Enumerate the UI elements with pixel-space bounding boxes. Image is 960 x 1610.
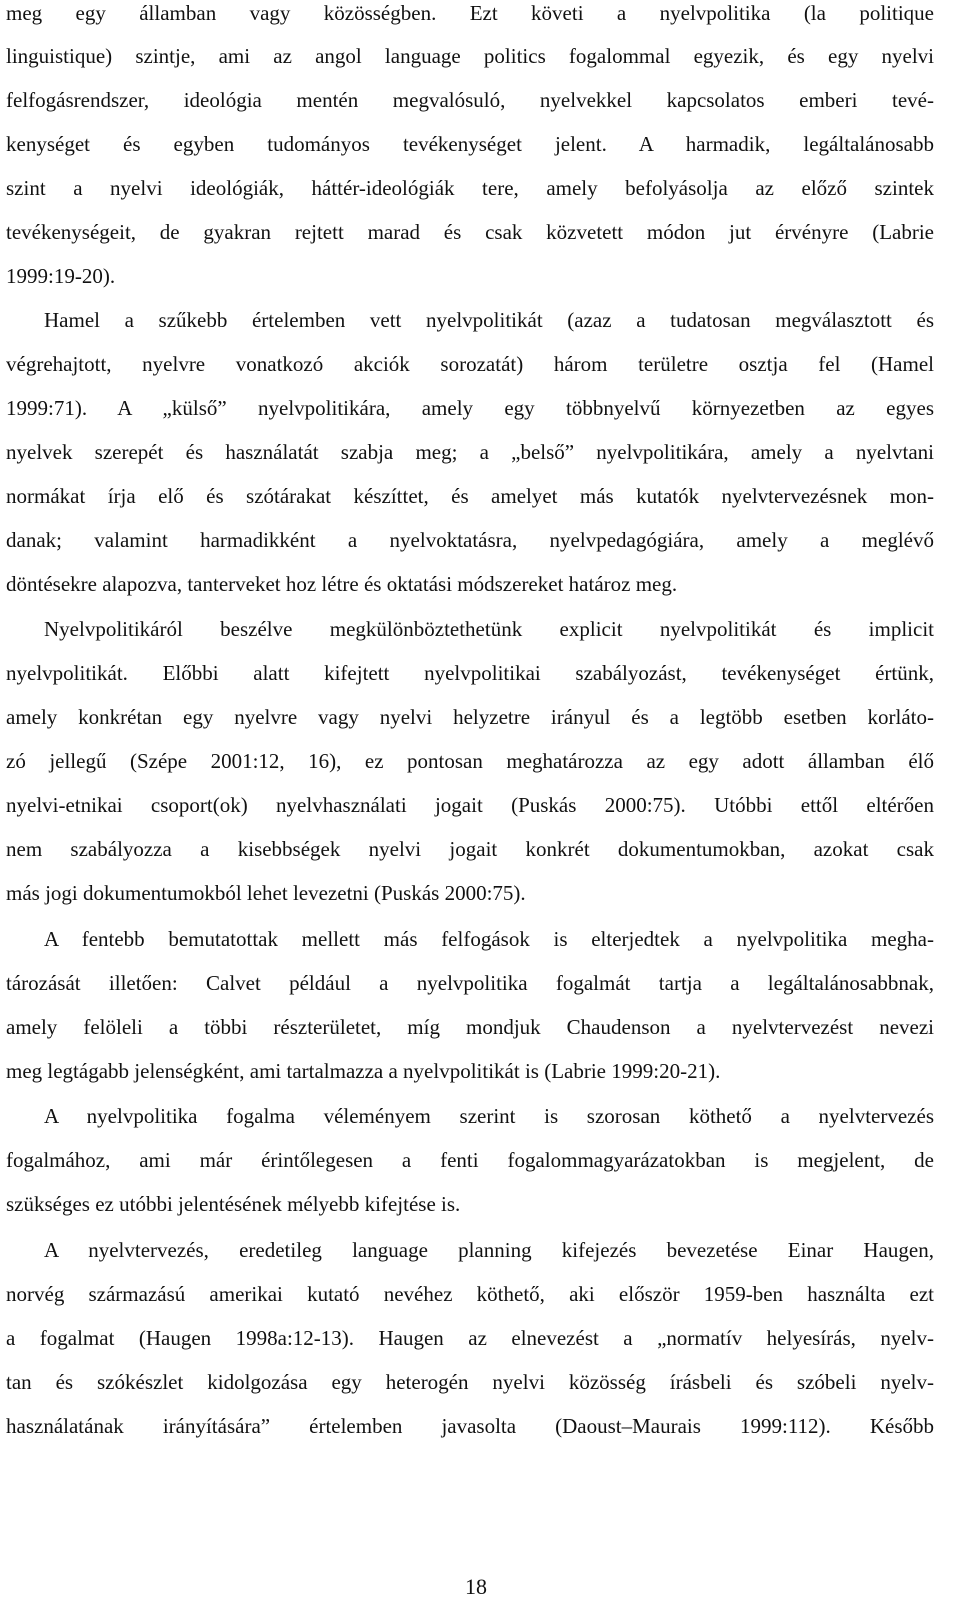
text-line: Hamel a szűkebb értelemben vett nyelvpolitikát (azaz a tudatosan megválasztott és xyxy=(44,308,934,332)
document-page xyxy=(6,0,934,1610)
text-line: amely felöleli a többi részterületet, míg mondjuk Chaudenson a nyelvtervezést nevezi xyxy=(6,1015,934,1039)
text-line: danak; valamint harmadikként a nyelvoktatásra, nyelvpedagógiára, amely a meglévő xyxy=(6,528,934,552)
text-line: tan és szókészlet kidolgozása egy heterogén nyelvi közösség írásbeli és szóbeli nyelv- xyxy=(6,1370,934,1394)
text-line: linguistique) szintje, ami az angol language politics fogalommal egyezik, és egy nyelvi xyxy=(6,44,934,68)
text-line: zó jellegű (Szépe 2001:12, 16), ez pontosan meghatározza az egy adott államban élő xyxy=(6,749,934,773)
text-line: meg egy államban vagy közösségben. Ezt követi a nyelvpolitika (la politique xyxy=(6,1,934,25)
text-line: norvég származású amerikai kutató nevéhez köthető, aki először 1959-ben használta ezt xyxy=(6,1282,934,1306)
text-line: szint a nyelvi ideológiák, háttér-ideológiák tere, amely befolyásolja az előző szintek xyxy=(6,176,934,200)
text-line: nyelvek szerepét és használatát szabja meg; a „belső” nyelvpolitikára, amely a nyelvtani xyxy=(6,440,934,464)
text-line: más jogi dokumentumokból lehet levezetni (Puskás 2000:75). xyxy=(6,881,526,905)
text-line: kenységet és egyben tudományos tevékenységet jelent. A harmadik, legáltalánosabb xyxy=(6,132,934,156)
text-line: tevékenységeit, de gyakran rejtett marad és csak közvetett módon jut érvényre (Labrie xyxy=(6,220,934,244)
text-line: normákat írja elő és szótárakat készíttet, és amelyet más kutatók nyelvtervezésnek mon- xyxy=(6,484,934,508)
text-line: 1999:71). A „külső” nyelvpolitikára, amely egy többnyelvű környezetben az egyes xyxy=(6,396,934,420)
text-line: A nyelvtervezés, eredetileg language planning kifejezés bevezetése Einar Haugen, xyxy=(44,1238,934,1262)
text-line: amely konkrétan egy nyelvre vagy nyelvi helyzetre irányul és a legtöbb esetben korláto- xyxy=(6,705,934,729)
text-line: szükséges ez utóbbi jelentésének mélyebb kifejtése is. xyxy=(6,1192,461,1216)
text-line: használatának irányítására” értelemben javasolta (Daoust–Maurais 1999:112). Később xyxy=(6,1414,934,1438)
text-line: a fogalmat (Haugen 1998a:12-13). Haugen az elnevezést a „normatív helyesírás, nyelv- xyxy=(6,1326,934,1350)
text-line: fogalmához, ami már érintőlegesen a fenti fogalommagyarázatokban is megjelent, de xyxy=(6,1148,934,1172)
text-line: nyelvi-etnikai csoport(ok) nyelvhasználati jogait (Puskás 2000:75). Utóbbi ettől eltérően xyxy=(6,793,934,817)
text-line: nyelvpolitikát. Előbbi alatt kifejtett nyelvpolitikai szabályozást, tevékenységet értünk, xyxy=(6,661,934,685)
text-line: nem szabályozza a kisebbségek nyelvi jogait konkrét dokumentumokban, azokat csak xyxy=(6,837,934,861)
text-line: döntésekre alapozva, tanterveket hoz létre és oktatási módszereket határoz meg. xyxy=(6,572,678,596)
text-line: A nyelvpolitika fogalma véleményem szerint is szorosan köthető a nyelvtervezés xyxy=(44,1104,934,1128)
text-line: végrehajtott, nyelvre vonatkozó akciók sorozatát) három területre osztja fel (Hamel xyxy=(6,352,934,376)
text-line: Nyelvpolitikáról beszélve megkülönböztethetünk explicit nyelvpolitikát és implicit xyxy=(44,617,934,641)
text-line: A fentebb bemutatottak mellett más felfogások is elterjedtek a nyelvpolitika megha- xyxy=(44,927,934,951)
text-line: 1999:19-20). xyxy=(6,264,116,288)
text-line: meg legtágabb jelenségként, ami tartalmazza a nyelvpolitikát is (Labrie 1999:20-21). xyxy=(6,1059,721,1083)
page-number: 18 xyxy=(465,1574,487,1599)
text-line: tározását illetően: Calvet például a nyelvpolitika fogalmát tartja a legáltalánosabbnak, xyxy=(6,971,934,995)
text-line: felfogásrendszer, ideológia mentén megvalósuló, nyelvekkel kapcsolatos emberi tevé- xyxy=(6,88,934,112)
